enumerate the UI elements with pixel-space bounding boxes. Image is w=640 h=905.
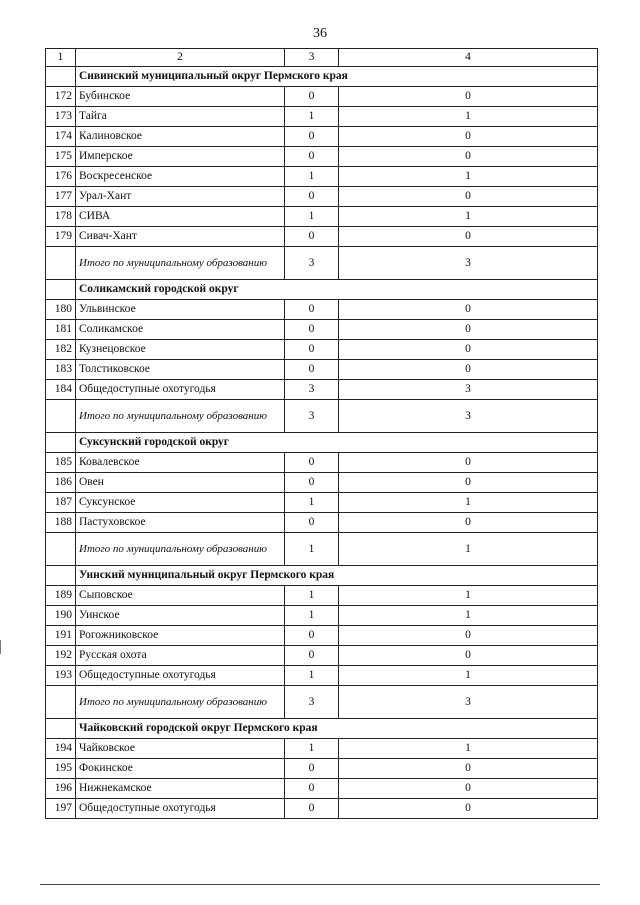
row-value-col3: 1: [285, 666, 339, 686]
row-value-col3: 1: [285, 207, 339, 227]
row-value-col4: 0: [339, 227, 598, 247]
row-value-col3: 1: [285, 107, 339, 127]
total-value-col3: 3: [285, 247, 339, 280]
row-value-col3: 0: [285, 759, 339, 779]
row-value-col4: 0: [339, 513, 598, 533]
row-number: 185: [46, 453, 76, 473]
row-value-col3: 0: [285, 87, 339, 107]
total-value-col4: 3: [339, 400, 598, 433]
row-name: Чайковское: [76, 739, 285, 759]
table-row: [46, 87, 598, 107]
row-value-col3: 1: [285, 493, 339, 513]
table-row: [46, 167, 598, 187]
row-value-col3: 0: [285, 227, 339, 247]
row-value-col4: 0: [339, 87, 598, 107]
row-value-col4: 0: [339, 300, 598, 320]
total-number-cell: [46, 247, 76, 280]
total-label: Итого по муниципальному образованию: [76, 533, 285, 566]
row-number: 189: [46, 586, 76, 606]
table-row: [46, 127, 598, 147]
header-cell-2: 2: [76, 49, 285, 67]
row-value-col3: 0: [285, 340, 339, 360]
row-number: 183: [46, 360, 76, 380]
row-name: Кузнецовское: [76, 340, 285, 360]
row-name: Ковалевское: [76, 453, 285, 473]
table-row: [46, 493, 598, 513]
total-label: Итого по муниципальному образованию: [76, 400, 285, 433]
row-number: 186: [46, 473, 76, 493]
row-value-col3: 3: [285, 380, 339, 400]
row-number: 190: [46, 606, 76, 626]
total-value-col3: 3: [285, 686, 339, 719]
row-value-col4: 0: [339, 759, 598, 779]
row-value-col3: 1: [285, 606, 339, 626]
page-number: 36: [313, 26, 327, 41]
section-row: [46, 566, 598, 586]
row-value-col3: 0: [285, 453, 339, 473]
row-name: Калиновское: [76, 127, 285, 147]
total-number-cell: [46, 400, 76, 433]
row-value-col3: 0: [285, 513, 339, 533]
total-value-col3: 3: [285, 400, 339, 433]
row-value-col3: 1: [285, 586, 339, 606]
row-value-col3: 0: [285, 473, 339, 493]
section-row: [46, 67, 598, 87]
table-row: [46, 320, 598, 340]
section-row: [46, 433, 598, 453]
row-number: 196: [46, 779, 76, 799]
table-row: [46, 107, 598, 127]
row-name: Рогожниковское: [76, 626, 285, 646]
table-row: [46, 666, 598, 686]
row-value-col3: 0: [285, 779, 339, 799]
row-value-col4: 0: [339, 340, 598, 360]
row-name: Овен: [76, 473, 285, 493]
row-number: 194: [46, 739, 76, 759]
table-row: [46, 739, 598, 759]
row-value-col4: 0: [339, 147, 598, 167]
row-name: Общедоступные охотугодья: [76, 799, 285, 819]
total-label: Итого по муниципальному образованию: [76, 686, 285, 719]
table-row: [46, 606, 598, 626]
row-value-col4: 0: [339, 453, 598, 473]
row-name: Общедоступные охотугодья: [76, 380, 285, 400]
table-row: [46, 586, 598, 606]
row-number: 178: [46, 207, 76, 227]
table-body: [46, 49, 598, 819]
hunting-grounds-table: [45, 48, 598, 819]
row-number: 195: [46, 759, 76, 779]
row-value-col3: 0: [285, 127, 339, 147]
row-value-col4: 3: [339, 380, 598, 400]
total-row: [46, 686, 598, 719]
row-value-col3: 0: [285, 626, 339, 646]
row-number: 197: [46, 799, 76, 819]
header-cell-1: 1: [46, 49, 76, 67]
row-number: 177: [46, 187, 76, 207]
table-row: [46, 453, 598, 473]
row-value-col4: 1: [339, 666, 598, 686]
table-row: [46, 360, 598, 380]
section-title: Сивинский муниципальный округ Пермского края: [76, 67, 598, 87]
row-value-col4: 1: [339, 207, 598, 227]
section-title: Суксунский городской округ: [76, 433, 598, 453]
row-name: Тайга: [76, 107, 285, 127]
row-name: Уинское: [76, 606, 285, 626]
row-value-col4: 0: [339, 360, 598, 380]
total-row: [46, 533, 598, 566]
total-number-cell: [46, 533, 76, 566]
table-row: [46, 187, 598, 207]
header-cell-4: 4: [339, 49, 598, 67]
edge-mark: [0, 640, 1, 654]
row-number: 175: [46, 147, 76, 167]
row-number: 182: [46, 340, 76, 360]
total-value-col4: 1: [339, 533, 598, 566]
total-value-col4: 3: [339, 686, 598, 719]
row-name: Соликамское: [76, 320, 285, 340]
section-title: Уинский муниципальный округ Пермского края: [76, 566, 598, 586]
row-value-col4: 0: [339, 127, 598, 147]
section-number-cell: [46, 566, 76, 586]
row-number: 174: [46, 127, 76, 147]
row-value-col4: 1: [339, 739, 598, 759]
table-row: [46, 207, 598, 227]
section-row: [46, 719, 598, 739]
row-name: Общедоступные охотугодья: [76, 666, 285, 686]
row-value-col4: 0: [339, 779, 598, 799]
row-value-col4: 0: [339, 320, 598, 340]
header-row: [46, 49, 598, 67]
row-value-col3: 0: [285, 646, 339, 666]
row-name: Пастуховское: [76, 513, 285, 533]
row-number: 184: [46, 380, 76, 400]
row-name: Суксунское: [76, 493, 285, 513]
row-value-col3: 0: [285, 360, 339, 380]
row-value-col4: 1: [339, 606, 598, 626]
table-row: [46, 227, 598, 247]
row-number: 187: [46, 493, 76, 513]
table-row: [46, 340, 598, 360]
row-name: Русская охота: [76, 646, 285, 666]
table-row: [46, 646, 598, 666]
row-value-col4: 1: [339, 107, 598, 127]
row-name: Воскресенское: [76, 167, 285, 187]
table-row: [46, 779, 598, 799]
row-name: Ульвинское: [76, 300, 285, 320]
row-number: 172: [46, 87, 76, 107]
row-name: Урал-Хант: [76, 187, 285, 207]
row-name: Толстиковское: [76, 360, 285, 380]
row-value-col4: 1: [339, 167, 598, 187]
row-name: Сыповское: [76, 586, 285, 606]
table-row: [46, 513, 598, 533]
section-number-cell: [46, 719, 76, 739]
total-value-col3: 1: [285, 533, 339, 566]
footer-divider: [40, 884, 600, 885]
total-row: [46, 247, 598, 280]
row-value-col3: 1: [285, 167, 339, 187]
row-number: 176: [46, 167, 76, 187]
row-value-col4: 1: [339, 493, 598, 513]
row-name: СИВА: [76, 207, 285, 227]
row-value-col3: 0: [285, 147, 339, 167]
section-row: [46, 280, 598, 300]
row-value-col3: 1: [285, 739, 339, 759]
row-value-col3: 0: [285, 799, 339, 819]
section-title: Чайковский городской округ Пермского края: [76, 719, 598, 739]
row-number: 193: [46, 666, 76, 686]
table-row: [46, 473, 598, 493]
total-row: [46, 400, 598, 433]
row-name: Сивач-Хант: [76, 227, 285, 247]
table-row: [46, 799, 598, 819]
header-cell-3: 3: [285, 49, 339, 67]
row-number: 191: [46, 626, 76, 646]
row-value-col4: 1: [339, 586, 598, 606]
row-value-col4: 0: [339, 799, 598, 819]
section-number-cell: [46, 67, 76, 87]
row-value-col4: 0: [339, 473, 598, 493]
row-number: 180: [46, 300, 76, 320]
row-number: 188: [46, 513, 76, 533]
row-number: 192: [46, 646, 76, 666]
table-row: [46, 147, 598, 167]
row-value-col4: 0: [339, 626, 598, 646]
row-name: Нижнекамское: [76, 779, 285, 799]
row-value-col4: 0: [339, 646, 598, 666]
table-row: [46, 626, 598, 646]
row-number: 181: [46, 320, 76, 340]
section-number-cell: [46, 433, 76, 453]
row-name: Бубинское: [76, 87, 285, 107]
section-number-cell: [46, 280, 76, 300]
row-name: Фокинское: [76, 759, 285, 779]
total-number-cell: [46, 686, 76, 719]
row-number: 173: [46, 107, 76, 127]
total-value-col4: 3: [339, 247, 598, 280]
total-label: Итого по муниципальному образованию: [76, 247, 285, 280]
table-row: [46, 380, 598, 400]
table-row: [46, 300, 598, 320]
row-number: 179: [46, 227, 76, 247]
row-value-col4: 0: [339, 187, 598, 207]
table-row: [46, 759, 598, 779]
row-value-col3: 0: [285, 187, 339, 207]
row-value-col3: 0: [285, 320, 339, 340]
section-title: Соликамский городской округ: [76, 280, 598, 300]
row-value-col3: 0: [285, 300, 339, 320]
row-name: Имперское: [76, 147, 285, 167]
